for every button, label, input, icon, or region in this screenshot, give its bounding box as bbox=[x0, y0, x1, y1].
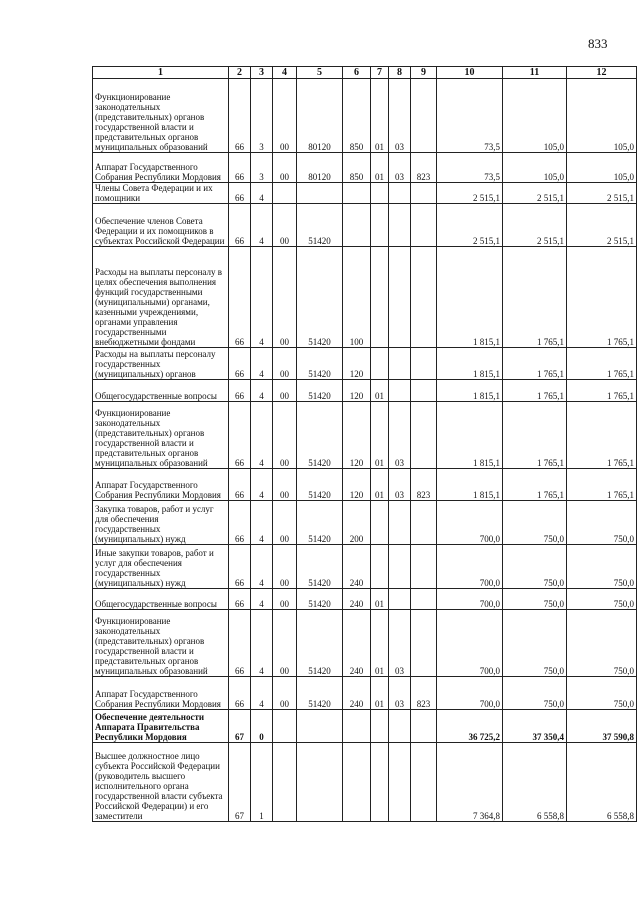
code-grbs: 66 bbox=[229, 204, 251, 247]
column-header: 4 bbox=[273, 67, 297, 79]
code-section: 4 bbox=[251, 247, 273, 348]
code-program: 00 bbox=[273, 610, 297, 677]
code-program bbox=[273, 183, 297, 204]
row-label: Расходы на выплаты персоналу в целях обеспечения выполнения функций государственными (муниципальными) органами, казенными учреждениями, органами управления государственными внебюджетными фондами bbox=[93, 247, 229, 348]
amount-year-2: 1 765,1 bbox=[503, 380, 567, 402]
code-target: 51420 bbox=[297, 545, 343, 589]
amount-year-1: 73,5 bbox=[437, 153, 503, 183]
column-header: 10 bbox=[437, 67, 503, 79]
amount-year-3: 750,0 bbox=[567, 501, 637, 545]
amount-year-1: 36 725,2 bbox=[437, 710, 503, 743]
code-program: 00 bbox=[273, 247, 297, 348]
code-agency bbox=[411, 610, 437, 677]
amount-year-1: 73,5 bbox=[437, 79, 503, 153]
amount-year-1: 1 815,1 bbox=[437, 348, 503, 380]
code-item bbox=[389, 589, 411, 610]
code-program: 00 bbox=[273, 348, 297, 380]
column-header: 9 bbox=[411, 67, 437, 79]
amount-year-1: 1 815,1 bbox=[437, 402, 503, 469]
amount-year-3: 1 765,1 bbox=[567, 380, 637, 402]
code-program bbox=[273, 710, 297, 743]
code-agency bbox=[411, 183, 437, 204]
code-section: 4 bbox=[251, 501, 273, 545]
code-item bbox=[389, 710, 411, 743]
amount-year-2: 105,0 bbox=[503, 153, 567, 183]
table-row bbox=[93, 710, 637, 743]
code-program: 00 bbox=[273, 589, 297, 610]
code-item bbox=[389, 380, 411, 402]
code-section: 4 bbox=[251, 204, 273, 247]
row-label: Обеспечение членов Совета Федерации и их помощников в субъектах Российской Федерации bbox=[93, 204, 229, 247]
amount-year-2: 1 765,1 bbox=[503, 402, 567, 469]
code-section: 4 bbox=[251, 677, 273, 710]
column-header: 1 bbox=[93, 67, 229, 79]
code-expense: 240 bbox=[343, 610, 371, 677]
code-item bbox=[389, 743, 411, 822]
code-item: 03 bbox=[389, 677, 411, 710]
amount-year-2: 1 765,1 bbox=[503, 247, 567, 348]
amount-year-2: 1 765,1 bbox=[503, 469, 567, 501]
code-grbs: 66 bbox=[229, 183, 251, 204]
code-target: 51420 bbox=[297, 610, 343, 677]
amount-year-1: 2 515,1 bbox=[437, 183, 503, 204]
code-subsection bbox=[371, 710, 389, 743]
column-header: 7 bbox=[371, 67, 389, 79]
code-expense: 850 bbox=[343, 79, 371, 153]
code-expense: 850 bbox=[343, 153, 371, 183]
amount-year-3: 750,0 bbox=[567, 677, 637, 710]
amount-year-3: 750,0 bbox=[567, 610, 637, 677]
amount-year-3: 1 765,1 bbox=[567, 348, 637, 380]
row-label: Функционирование законодательных (представительных) органов государственной власти и представительных органов муниципальных образований bbox=[93, 79, 229, 153]
code-target: 80120 bbox=[297, 153, 343, 183]
code-target: 51420 bbox=[297, 589, 343, 610]
code-expense: 120 bbox=[343, 348, 371, 380]
code-grbs: 66 bbox=[229, 545, 251, 589]
code-grbs: 66 bbox=[229, 589, 251, 610]
code-expense bbox=[343, 710, 371, 743]
amount-year-3: 2 515,1 bbox=[567, 204, 637, 247]
code-section: 4 bbox=[251, 348, 273, 380]
code-subsection: 01 bbox=[371, 153, 389, 183]
code-agency bbox=[411, 710, 437, 743]
code-grbs: 66 bbox=[229, 501, 251, 545]
code-grbs: 66 bbox=[229, 677, 251, 710]
amount-year-1: 700,0 bbox=[437, 589, 503, 610]
amount-year-1: 2 515,1 bbox=[437, 204, 503, 247]
code-section: 3 bbox=[251, 153, 273, 183]
row-label: Общегосударственные вопросы bbox=[93, 589, 229, 610]
code-agency bbox=[411, 589, 437, 610]
code-item: 03 bbox=[389, 153, 411, 183]
code-grbs: 66 bbox=[229, 380, 251, 402]
amount-year-3: 1 765,1 bbox=[567, 247, 637, 348]
code-expense: 240 bbox=[343, 677, 371, 710]
row-label: Аппарат Государственного Собрания Республики Мордовия bbox=[93, 469, 229, 501]
code-section: 4 bbox=[251, 402, 273, 469]
code-expense: 120 bbox=[343, 402, 371, 469]
row-label: Расходы на выплаты персоналу государственных (муниципальных) органов bbox=[93, 348, 229, 380]
amount-year-2: 105,0 bbox=[503, 79, 567, 153]
code-grbs: 66 bbox=[229, 79, 251, 153]
column-header: 3 bbox=[251, 67, 273, 79]
budget-table bbox=[92, 66, 637, 822]
code-agency bbox=[411, 743, 437, 822]
amount-year-1: 1 815,1 bbox=[437, 469, 503, 501]
column-header: 8 bbox=[389, 67, 411, 79]
code-target: 51420 bbox=[297, 204, 343, 247]
code-agency bbox=[411, 402, 437, 469]
table-row bbox=[93, 743, 637, 822]
column-header: 11 bbox=[503, 67, 567, 79]
code-expense: 120 bbox=[343, 380, 371, 402]
code-subsection bbox=[371, 743, 389, 822]
code-subsection: 01 bbox=[371, 677, 389, 710]
code-program: 00 bbox=[273, 545, 297, 589]
amount-year-1: 1 815,1 bbox=[437, 247, 503, 348]
code-grbs: 67 bbox=[229, 710, 251, 743]
code-expense bbox=[343, 183, 371, 204]
code-grbs: 66 bbox=[229, 469, 251, 501]
code-item: 03 bbox=[389, 79, 411, 153]
code-program: 00 bbox=[273, 380, 297, 402]
amount-year-2: 2 515,1 bbox=[503, 183, 567, 204]
amount-year-2: 37 350,4 bbox=[503, 710, 567, 743]
code-agency bbox=[411, 380, 437, 402]
table-row bbox=[93, 610, 637, 677]
code-section: 4 bbox=[251, 183, 273, 204]
code-agency bbox=[411, 348, 437, 380]
amount-year-3: 37 590,8 bbox=[567, 710, 637, 743]
row-label: Функционирование законодательных (представительных) органов государственной власти и представительных органов муниципальных образований bbox=[93, 402, 229, 469]
code-item bbox=[389, 348, 411, 380]
amount-year-1: 700,0 bbox=[437, 545, 503, 589]
code-target: 80120 bbox=[297, 79, 343, 153]
code-target: 51420 bbox=[297, 677, 343, 710]
code-expense: 100 bbox=[343, 247, 371, 348]
code-item bbox=[389, 204, 411, 247]
amount-year-2: 750,0 bbox=[503, 545, 567, 589]
code-subsection bbox=[371, 204, 389, 247]
code-subsection bbox=[371, 545, 389, 589]
row-label: Члены Совета Федерации и их помощники bbox=[93, 183, 229, 204]
code-subsection: 01 bbox=[371, 79, 389, 153]
row-label: Функционирование законодательных (представительных) органов государственной власти и представительных органов муниципальных образований bbox=[93, 610, 229, 677]
code-grbs: 66 bbox=[229, 153, 251, 183]
code-agency bbox=[411, 247, 437, 348]
amount-year-1: 7 364,8 bbox=[437, 743, 503, 822]
amount-year-2: 1 765,1 bbox=[503, 348, 567, 380]
amount-year-3: 6 558,8 bbox=[567, 743, 637, 822]
code-item bbox=[389, 545, 411, 589]
table-row bbox=[93, 380, 637, 402]
amount-year-3: 750,0 bbox=[567, 589, 637, 610]
amount-year-3: 1 765,1 bbox=[567, 469, 637, 501]
code-item: 03 bbox=[389, 469, 411, 501]
code-agency bbox=[411, 204, 437, 247]
column-header: 2 bbox=[229, 67, 251, 79]
amount-year-3: 2 515,1 bbox=[567, 183, 637, 204]
table-row bbox=[93, 501, 637, 545]
table-row bbox=[93, 247, 637, 348]
code-subsection bbox=[371, 501, 389, 545]
code-target: 51420 bbox=[297, 247, 343, 348]
code-program: 00 bbox=[273, 402, 297, 469]
table-row bbox=[93, 153, 637, 183]
code-target bbox=[297, 743, 343, 822]
code-program bbox=[273, 743, 297, 822]
code-target bbox=[297, 710, 343, 743]
amount-year-3: 105,0 bbox=[567, 79, 637, 153]
code-section: 4 bbox=[251, 469, 273, 501]
amount-year-3: 1 765,1 bbox=[567, 402, 637, 469]
column-header: 12 bbox=[567, 67, 637, 79]
code-subsection: 01 bbox=[371, 610, 389, 677]
code-item: 03 bbox=[389, 402, 411, 469]
table-row bbox=[93, 589, 637, 610]
row-label: Высшее должностное лицо субъекта Российской Федерации (руководитель высшего исполнительного органа государственной власти субъекта Российской Федерации) и его заместители bbox=[93, 743, 229, 822]
code-expense bbox=[343, 743, 371, 822]
amount-year-1: 700,0 bbox=[437, 610, 503, 677]
amount-year-2: 6 558,8 bbox=[503, 743, 567, 822]
code-expense: 240 bbox=[343, 545, 371, 589]
table-row bbox=[93, 79, 637, 153]
code-item bbox=[389, 501, 411, 545]
code-agency bbox=[411, 545, 437, 589]
code-expense: 200 bbox=[343, 501, 371, 545]
code-item: 03 bbox=[389, 610, 411, 677]
table-row bbox=[93, 402, 637, 469]
code-agency: 823 bbox=[411, 153, 437, 183]
code-section: 4 bbox=[251, 610, 273, 677]
code-agency bbox=[411, 501, 437, 545]
code-section: 0 bbox=[251, 710, 273, 743]
page-number: 833 bbox=[588, 36, 608, 51]
code-section: 4 bbox=[251, 589, 273, 610]
code-subsection: 01 bbox=[371, 402, 389, 469]
code-target: 51420 bbox=[297, 348, 343, 380]
code-grbs: 66 bbox=[229, 402, 251, 469]
amount-year-2: 750,0 bbox=[503, 501, 567, 545]
column-header: 5 bbox=[297, 67, 343, 79]
table-row bbox=[93, 348, 637, 380]
amount-year-2: 750,0 bbox=[503, 610, 567, 677]
code-grbs: 66 bbox=[229, 610, 251, 677]
column-header-row bbox=[93, 67, 637, 79]
code-section: 1 bbox=[251, 743, 273, 822]
code-grbs: 67 bbox=[229, 743, 251, 822]
code-section: 4 bbox=[251, 545, 273, 589]
code-target: 51420 bbox=[297, 402, 343, 469]
code-subsection: 01 bbox=[371, 469, 389, 501]
amount-year-2: 750,0 bbox=[503, 589, 567, 610]
code-expense: 240 bbox=[343, 589, 371, 610]
code-target: 51420 bbox=[297, 380, 343, 402]
code-program: 00 bbox=[273, 153, 297, 183]
code-section: 3 bbox=[251, 79, 273, 153]
table-row bbox=[93, 204, 637, 247]
table-row bbox=[93, 469, 637, 501]
code-item bbox=[389, 183, 411, 204]
code-program: 00 bbox=[273, 469, 297, 501]
code-agency: 823 bbox=[411, 677, 437, 710]
code-subsection bbox=[371, 247, 389, 348]
row-label: Аппарат Государственного Собрания Республики Мордовия bbox=[93, 153, 229, 183]
code-agency: 823 bbox=[411, 469, 437, 501]
code-item bbox=[389, 247, 411, 348]
row-label: Аппарат Государственного Собрания Республики Мордовия bbox=[93, 677, 229, 710]
code-section: 4 bbox=[251, 380, 273, 402]
table-row bbox=[93, 183, 637, 204]
row-label: Обеспечение деятельности Аппарата Правительства Республики Мордовия bbox=[93, 710, 229, 743]
amount-year-1: 700,0 bbox=[437, 501, 503, 545]
code-subsection bbox=[371, 183, 389, 204]
code-grbs: 66 bbox=[229, 247, 251, 348]
code-target: 51420 bbox=[297, 469, 343, 501]
amount-year-2: 2 515,1 bbox=[503, 204, 567, 247]
code-grbs: 66 bbox=[229, 348, 251, 380]
code-subsection bbox=[371, 348, 389, 380]
code-subsection: 01 bbox=[371, 380, 389, 402]
table-row bbox=[93, 545, 637, 589]
amount-year-1: 1 815,1 bbox=[437, 380, 503, 402]
amount-year-3: 105,0 bbox=[567, 153, 637, 183]
row-label: Общегосударственные вопросы bbox=[93, 380, 229, 402]
table-row bbox=[93, 677, 637, 710]
code-expense: 120 bbox=[343, 469, 371, 501]
code-program: 00 bbox=[273, 204, 297, 247]
code-target bbox=[297, 183, 343, 204]
column-header: 6 bbox=[343, 67, 371, 79]
code-agency bbox=[411, 79, 437, 153]
amount-year-2: 750,0 bbox=[503, 677, 567, 710]
code-target: 51420 bbox=[297, 501, 343, 545]
code-expense bbox=[343, 204, 371, 247]
row-label: Иные закупки товаров, работ и услуг для обеспечения государственных (муниципальных) нужд bbox=[93, 545, 229, 589]
amount-year-3: 750,0 bbox=[567, 545, 637, 589]
amount-year-1: 700,0 bbox=[437, 677, 503, 710]
code-program: 00 bbox=[273, 501, 297, 545]
code-program: 00 bbox=[273, 79, 297, 153]
row-label: Закупка товаров, работ и услуг для обеспечения государственных (муниципальных) нужд bbox=[93, 501, 229, 545]
code-program: 00 bbox=[273, 677, 297, 710]
code-subsection: 01 bbox=[371, 589, 389, 610]
